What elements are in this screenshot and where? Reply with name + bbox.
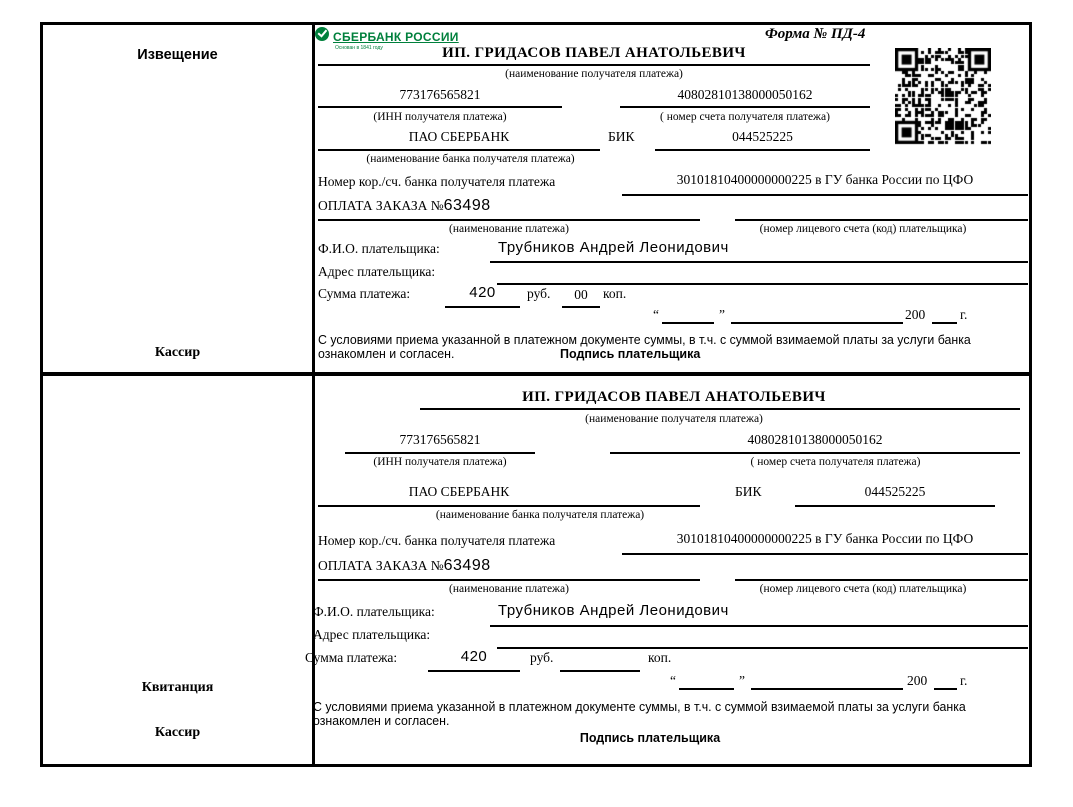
receipt-label: Квитанция	[141, 680, 214, 695]
field-underline	[735, 579, 1028, 581]
caption-payer-code: (номер лицевого счета (код) плательщика)	[759, 583, 967, 595]
corr-account-label: Номер кор./сч. банка получателя платежа	[318, 533, 556, 548]
field-underline	[622, 553, 1028, 555]
field-underline	[622, 194, 1028, 196]
inn-value: 773176565821	[399, 87, 481, 102]
field-underline	[490, 261, 1028, 263]
caption-recipient: (наименование получателя платежа)	[585, 413, 763, 425]
field-underline	[497, 283, 1028, 285]
corr-account-value: 30101810400000000225 в ГУ банка России по ЦФО	[676, 172, 974, 187]
agreement-line1: С условиями приема указанной в платежном документе суммы, в т.ч. с суммой взимаемой платы за услуги банка	[313, 699, 966, 714]
field-underline	[751, 688, 903, 690]
recipient-title: ИП. ГРИДАСОВ ПАВЕЛ АНАТОЛЬЕВИЧ	[522, 389, 826, 405]
cashier-label-notice: Кассир	[154, 345, 201, 360]
caption-payment: (наименование платежа)	[449, 223, 569, 235]
payer-name-value: Трубников Андрей Леонидович	[498, 239, 729, 256]
date-year-prefix: 200	[905, 307, 926, 322]
form-number-label: Форма № ПД-4	[765, 26, 866, 42]
recipient-title: ИП. ГРИДАСОВ ПАВЕЛ АНАТОЛЬЕВИЧ	[442, 45, 746, 61]
payer-name-label: Ф.И.О. плательщика:	[313, 604, 435, 619]
qr-code-image	[895, 48, 991, 146]
bik-value: 044525225	[864, 484, 926, 499]
payer-name-label: Ф.И.О. плательщика:	[318, 241, 440, 256]
payer-address-label: Адрес плательщика:	[318, 264, 436, 279]
sum-rub-value: 420	[469, 284, 496, 301]
caption-account: ( номер счета получателя платежа)	[660, 111, 830, 123]
sberbank-logo-text: СБЕРБАНК РОССИИ	[333, 29, 459, 44]
order-number: 63498	[443, 197, 491, 214]
corr-account-value: 30101810400000000225 в ГУ банка России по ЦФО	[676, 531, 974, 546]
form-frame	[40, 22, 1032, 767]
field-underline	[679, 688, 734, 690]
agreement-line2: ознакомлен и согласен.	[318, 346, 455, 361]
field-underline	[318, 219, 700, 221]
caption-inn: (ИНН получателя платежа)	[373, 111, 507, 123]
sum-kop-value: 00	[574, 287, 588, 302]
notice-label: Извещение	[137, 47, 218, 63]
payment-purpose	[318, 197, 491, 215]
caption-account: ( номер счета получателя платежа)	[750, 456, 921, 468]
field-underline	[620, 106, 870, 108]
bik-value: 044525225	[732, 129, 793, 144]
sum-label: Сумма платежа:	[305, 650, 398, 665]
kop-label: коп.	[648, 650, 672, 665]
caption-bank: (наименование банка получателя платежа)	[435, 509, 645, 521]
inn-value: 773176565821	[399, 432, 481, 447]
field-underline	[934, 688, 957, 690]
field-underline	[318, 505, 700, 507]
bank-name: ПАО СБЕРБАНК	[408, 484, 510, 499]
payment-purpose	[318, 557, 491, 575]
field-underline	[610, 452, 1020, 454]
field-underline	[318, 64, 870, 66]
field-underline	[318, 579, 700, 581]
payment-purpose-label: ОПЛАТА ЗАКАЗА №	[318, 558, 444, 573]
caption-inn: (ИНН получателя платежа)	[373, 456, 507, 468]
account-value: 40802810138000050162	[747, 432, 883, 447]
date-close-quote: ”	[739, 673, 745, 688]
date-open-quote: “	[670, 673, 676, 688]
field-underline	[932, 322, 957, 324]
date-open-quote: “	[653, 307, 659, 322]
sum-rub-value: 420	[460, 648, 488, 665]
signature-label: Подпись плательщика	[579, 731, 721, 745]
agreement-line1: С условиями приема указанной в платежном документе суммы, в т.ч. с суммой взимаемой платы за услуги банка	[318, 332, 971, 347]
date-year-prefix: 200	[907, 673, 928, 688]
field-underline	[731, 322, 903, 324]
rub-label: руб.	[527, 286, 551, 301]
field-underline	[420, 408, 1020, 410]
field-underline	[562, 306, 600, 308]
sberbank-logo-tagline: Основан в 1841 году	[335, 45, 383, 51]
agreement-line2: ознакомлен и согласен.	[313, 713, 450, 728]
bik-label: БИК	[608, 129, 635, 144]
field-underline	[318, 149, 600, 151]
section-divider	[43, 372, 1029, 376]
field-underline	[445, 306, 520, 308]
field-underline	[560, 670, 640, 672]
date-year-suffix: г.	[960, 673, 968, 688]
rub-label: руб.	[530, 650, 554, 665]
field-underline	[735, 219, 1028, 221]
bank-name: ПАО СБЕРБАНК	[408, 129, 510, 144]
account-value: 40802810138000050162	[677, 87, 813, 102]
caption-recipient: (наименование получателя платежа)	[505, 68, 683, 80]
cashier-label-receipt: Кассир	[154, 725, 201, 740]
field-underline	[318, 106, 562, 108]
field-underline	[655, 149, 870, 151]
sberbank-logo-icon	[315, 27, 329, 46]
field-underline	[428, 670, 520, 672]
caption-payer-code: (номер лицевого счета (код) плательщика)	[759, 223, 967, 235]
date-close-quote: ”	[719, 307, 725, 322]
kop-label: коп.	[603, 286, 627, 301]
field-underline	[497, 647, 1028, 649]
field-underline	[795, 505, 995, 507]
field-underline	[345, 452, 535, 454]
field-underline	[490, 625, 1028, 627]
date-year-suffix: г.	[960, 307, 968, 322]
bik-label: БИК	[735, 484, 762, 499]
sum-label: Сумма платежа:	[318, 286, 411, 301]
caption-payment: (наименование платежа)	[449, 583, 569, 595]
order-number: 63498	[443, 557, 491, 574]
signature-label: Подпись плательщика	[560, 347, 701, 361]
corr-account-label: Номер кор./сч. банка получателя платежа	[318, 174, 556, 189]
field-underline	[662, 322, 714, 324]
payment-purpose-label: ОПЛАТА ЗАКАЗА №	[318, 198, 444, 213]
payer-name-value: Трубников Андрей Леонидович	[498, 602, 729, 619]
caption-bank: (наименование банка получателя платежа)	[366, 153, 575, 165]
payer-address-label: Адрес плательщика:	[313, 627, 431, 642]
